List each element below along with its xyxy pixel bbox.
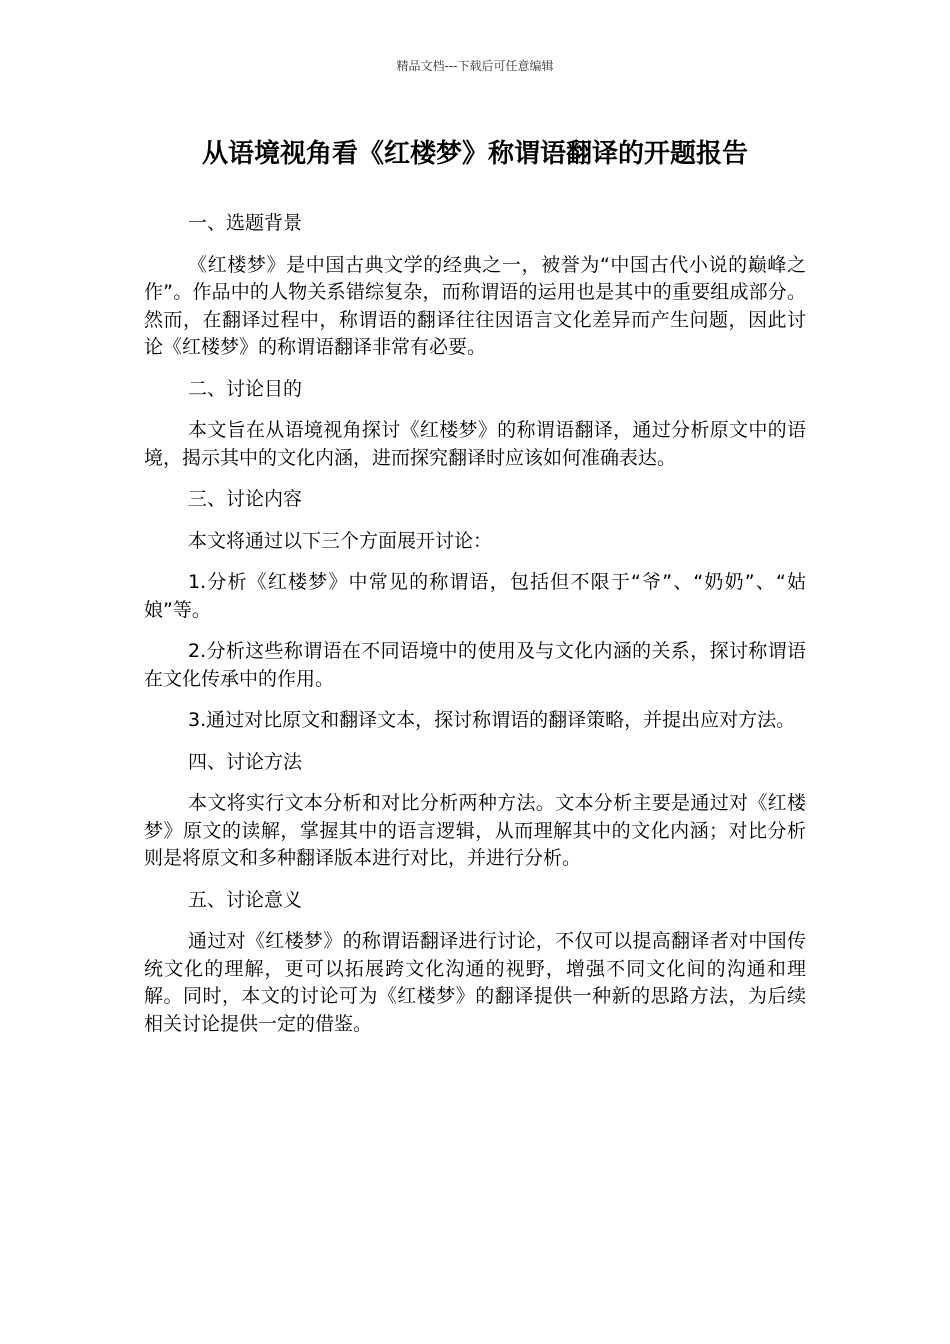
section-heading: 二、讨论目的 [188, 377, 303, 400]
header-note: 精品文档---下载后可任意编辑 [396, 59, 554, 73]
section-purpose [144, 376, 806, 473]
section-heading: 四、讨论方法 [188, 750, 303, 773]
list-item: 3.通过对比原文和翻译文本，探讨称谓语的翻译策略，并提出应对方法。 [188, 709, 796, 731]
list-item: 2.分析这些称谓语在不同语境中的使用及与文化内涵的关系，探讨称谓语在文化传承中的作用。 [144, 640, 806, 690]
list-item: 1.分析《红楼梦》中常见的称谓语，包括但不限于“爷”、“奶奶”、“姑娘”等。 [144, 571, 806, 621]
document-title: 从语境视角看《红楼梦》称谓语翻译的开题报告 [201, 139, 748, 169]
section-heading: 一、选题背景 [188, 212, 303, 234]
section-heading: 五、讨论意义 [188, 888, 303, 911]
document-body [144, 210, 806, 1052]
paragraph: 通过对《红楼梦》的称谓语翻译进行讨论，不仅可以提高翻译者对中国传统文化的理解，更可以拓展跨文化沟通的视野，增强不同文化间的沟通和理解。同时，本文的讨论可为《红楼梦》的翻译提供一种新的思路方法，为后续相关讨论提供一定的借鉴。 [144, 930, 806, 1035]
section-method [144, 749, 806, 873]
paragraph: 本文旨在从语境视角探讨《红楼梦》的称谓语翻译，通过分析原文中的语境，揭示其中的文化内涵，进而探究翻译时应该如何准确表达。 [144, 419, 806, 469]
section-significance [144, 887, 806, 1039]
paragraph: 本文将实行文本分析和对比分析两种方法。文本分析主要是通过对《红楼梦》原文的读解，掌握其中的语言逻辑，从而理解其中的文化内涵；对比分析则是将原文和多种翻译版本进行对比，并进行分析。 [144, 792, 806, 869]
paragraph: 《红楼梦》是中国古典文学的经典之一，被誉为“中国古代小说的巅峰之作”。作品中的人物关系错综复杂，而称谓语的运用也是其中的重要组成部分。然而，在翻译过程中，称谓语的翻译往往因语言文化差异而产生问题，因此讨论《红楼梦》的称谓语翻译非常有必要。 [144, 253, 806, 358]
section-background [144, 210, 806, 362]
paragraph: 本文将通过以下三个方面展开讨论： [188, 529, 493, 552]
section-heading: 三、讨论内容 [188, 488, 303, 510]
section-content [144, 486, 806, 735]
